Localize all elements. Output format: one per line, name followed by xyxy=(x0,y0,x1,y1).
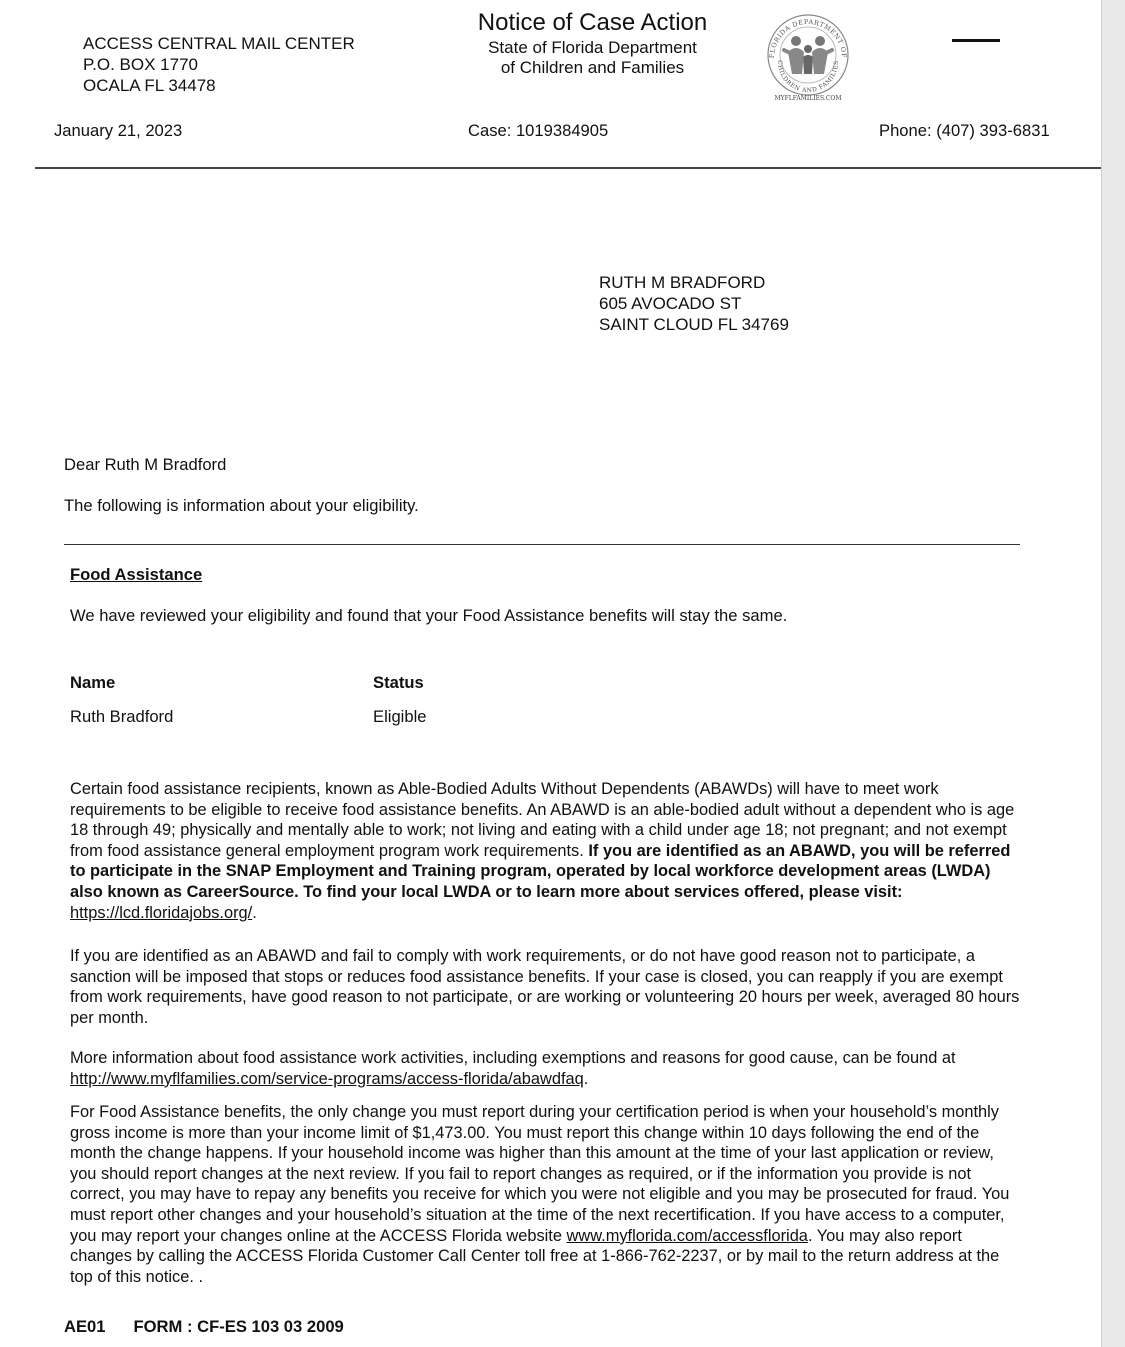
table-cell-status: Eligible xyxy=(373,707,427,726)
reporting-text: For Food Assistance benefits, the only change you must report during your certification period is when your household’s monthly gross income is more than your income limit of $1,473.00. You must report this change within 10 days following the end of the month the change happens. If your household income was higher than this amount at the time of your last application or review, you should report changes at the next review. If you fail to report changes as required, or if the information you provide is not correct, you may have to repay any benefits you receive for which you were not eligible and you may be prosecuted for fraud. You must report other changes and your household’s situation at the time of the next recertification. If you have access to a computer, you may report your changes online at the ACCESS Florida website xyxy=(70,1103,1010,1245)
seal-url: MYFLFAMILIES.COM xyxy=(774,95,842,102)
sanction-paragraph: If you are identified as an ABAWD and fail to comply with work requirements, or do not have good reason not to participate, a sanction will be imposed that stops or reduces food assistance benefits. If your case is closed, you can reapply if you are exempt from work requirements, have good reason to not participate, or are working or volunteering 20 hours per week, averaged 80 hours per month. xyxy=(70,947,1020,1027)
notice-date: January 21, 2023 xyxy=(54,121,183,140)
more-info-text: More information about food assistance work activities, including exemptions and reasons for good cause, can be found at xyxy=(70,1049,956,1067)
more-info-paragraph xyxy=(70,1048,1020,1089)
sender-line-2: P.O. BOX 1770 xyxy=(83,55,198,74)
dcf-seal-icon xyxy=(760,8,856,104)
careersource-link[interactable]: https://lcd.floridajobs.org/ xyxy=(70,903,253,922)
notice-subtitle-1: State of Florida Department xyxy=(488,38,697,57)
case-number: Case: 1019384905 xyxy=(468,121,609,140)
abawd-text: Certain food assistance recipients, known as Able-Bodied Adults Without Dependents (ABAWDs) will have to meet work requirements to be eligible to receive food assistance benefits. An ABAWD is an able-bodied adult without a dependent who is age 18 through 49; physically and mentally able to work; not living and eating with a child under age 18; not pregnant; and not exempt from food assistance general employment program work requirements. xyxy=(70,780,1015,860)
notice-title: Notice of Case Action xyxy=(477,9,708,36)
more-info-end: . xyxy=(583,1069,589,1088)
form-footer xyxy=(64,1317,372,1337)
section-divider xyxy=(64,544,1020,545)
header-dash-mark xyxy=(952,39,1000,42)
reporting-paragraph xyxy=(70,1102,1020,1287)
abawd-referral-text: If you are identified as an ABAWD, you will be referred to participate in the SNAP Employment and Training program, operated by local workforce development areas (LWDA) also known as CareerSource. To find your local LWDA or to learn more about services offered, please visit: xyxy=(70,841,1011,901)
recipient-street: 605 AVOCADO ST xyxy=(599,294,742,313)
seal-bottom-text: CHILDREN AND FAMILIES xyxy=(775,60,841,95)
recipient-address xyxy=(599,272,789,335)
phone-number: Phone: (407) 393-6831 xyxy=(879,121,1050,140)
seal-top-text: FLORIDA DEPARTMENT OF xyxy=(767,17,849,59)
abawd-faq-link[interactable]: http://www.myflfamilies.com/service-programs/access-florida/abawdfaq xyxy=(70,1069,584,1088)
greeting: Dear Ruth M Bradford xyxy=(64,455,227,474)
abawd-end: . xyxy=(252,903,257,922)
table-header-name: Name xyxy=(70,673,116,692)
section-title: Food Assistance xyxy=(70,565,203,584)
recipient-name: RUTH M BRADFORD xyxy=(599,273,766,292)
reporting-end: . You may also report changes by calling the ACCESS Florida Customer Call Center toll free at 1-866-762-2237, or by mail to the return address at the top of this notice. . xyxy=(70,1226,1000,1286)
recipient-city: SAINT CLOUD FL 34769 xyxy=(599,315,789,334)
intro-text: The following is information about your eligibility. xyxy=(64,496,419,515)
eligibility-summary: We have reviewed your eligibility and found that your Food Assistance benefits will stay the same. xyxy=(70,606,788,625)
sender-line-1: ACCESS CENTRAL MAIL CENTER xyxy=(83,34,355,53)
header-divider xyxy=(35,167,1101,169)
notice-title-block xyxy=(465,8,720,78)
table-header-status: Status xyxy=(373,673,424,692)
sender-line-3: OCALA FL 34478 xyxy=(83,76,216,95)
sender-address xyxy=(83,33,355,96)
notice-subtitle-2: of Children and Families xyxy=(500,58,685,77)
form-code: AE01 xyxy=(64,1317,106,1336)
form-number: FORM : CF-ES 103 03 2009 xyxy=(133,1317,344,1336)
table-cell-name: Ruth Bradford xyxy=(70,707,174,726)
abawd-paragraph xyxy=(70,779,1020,923)
access-florida-link[interactable]: www.myflorida.com/accessflorida xyxy=(566,1226,808,1245)
